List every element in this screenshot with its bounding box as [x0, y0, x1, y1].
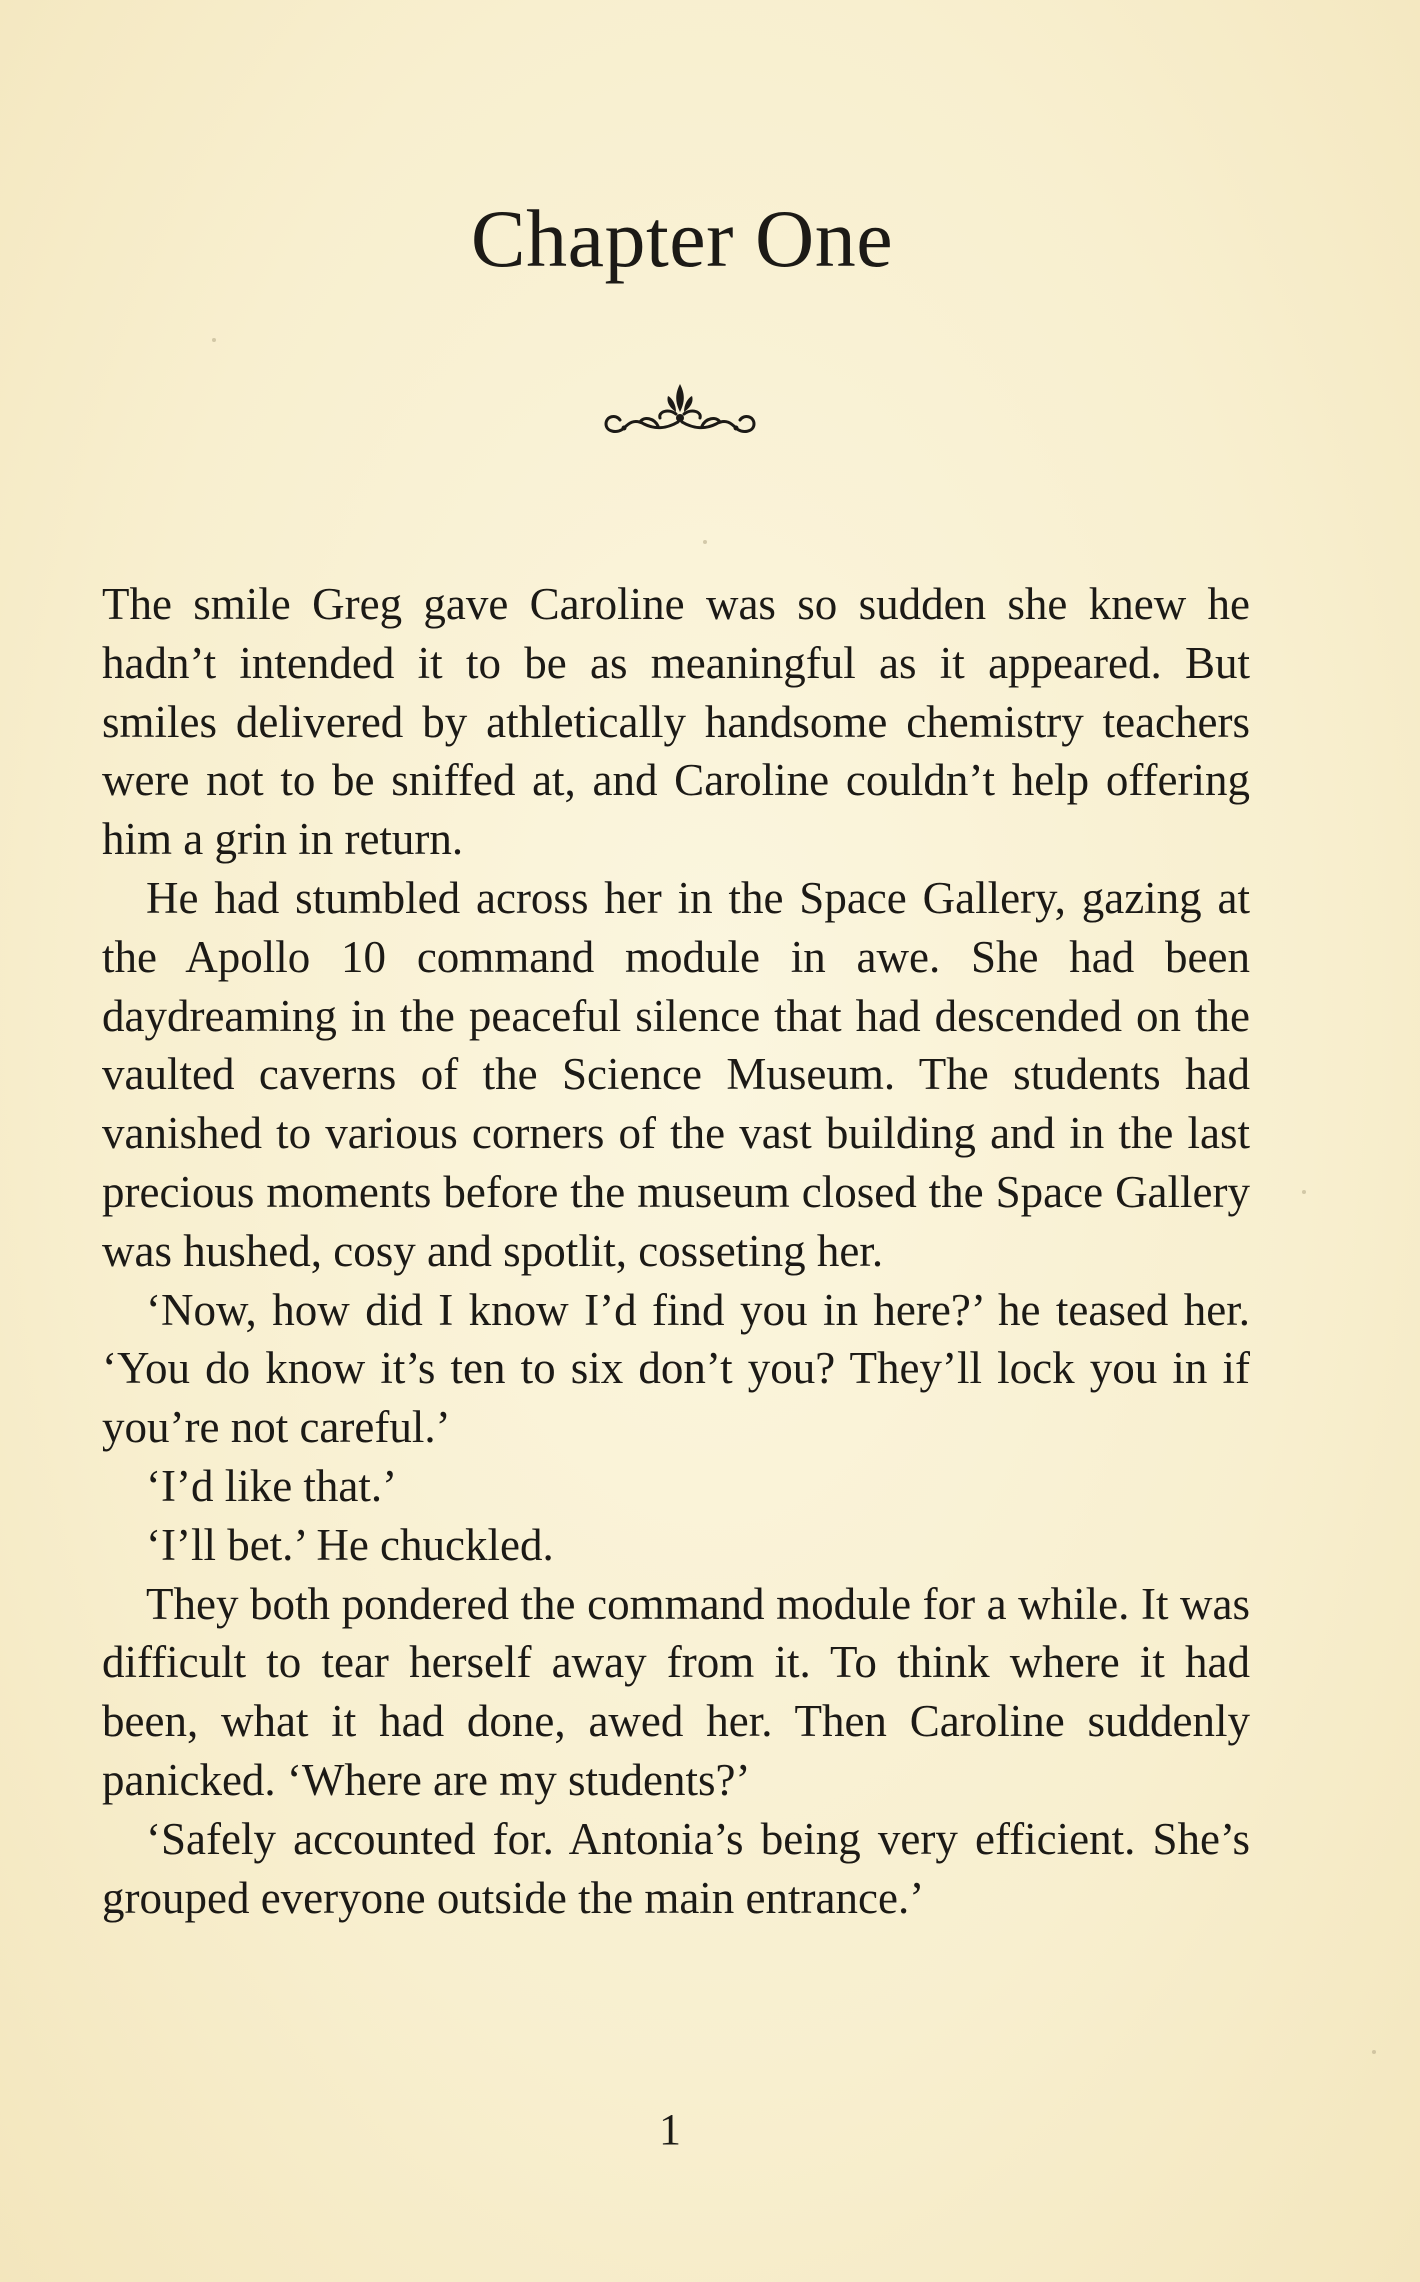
chapter-body — [102, 575, 1250, 1927]
paragraph: ‘Now, how did I know I’d find you in here?’ he teased her. ‘You do know it’s ten to six don’t you? They’ll lock you in if you’re not careful.’ — [102, 1284, 1250, 1453]
page-number: 1 — [659, 2105, 681, 2154]
paragraph: He had stumbled across her in the Space Gallery, gazing at the Apollo 10 command module in awe. She had been daydreaming in the peaceful silence that had descended on the vaulted caverns of the Science Museum. The students had vanished to various corners of the vast building and in the last precious moments before the museum closed the Space Gallery was hushed, cosy and spotlit, cosseting her. — [102, 872, 1250, 1276]
paper-speck — [1302, 1190, 1306, 1194]
paper-speck — [703, 540, 707, 544]
chapter-title: Chapter One — [470, 193, 894, 284]
paragraph: The smile Greg gave Caroline was so sudden she knew he hadn’t intended it to be as meaningful as it appeared. But smiles delivered by athletically handsome chemistry teachers were not to be sniffed at, and Caroline couldn’t help offering him a grin in return. — [102, 579, 1250, 865]
paragraph: ‘I’ll bet.’ He chuckled. — [146, 1519, 554, 1570]
paragraph: ‘Safely accounted for. Antonia’s being very efficient. She’s grouped everyone outside the main entrance.’ — [102, 1813, 1250, 1923]
paper-speck — [212, 338, 216, 342]
fleuron-icon — [598, 378, 762, 444]
paper-speck — [1372, 2050, 1376, 2054]
paragraph: They both pondered the command module for a while. It was difficult to tear herself away from it. To think where it had been, what it had done, awed her. Then Caroline suddenly panicked. ‘Where are my students?’ — [102, 1578, 1250, 1805]
paragraph: ‘I’d like that.’ — [146, 1460, 398, 1511]
